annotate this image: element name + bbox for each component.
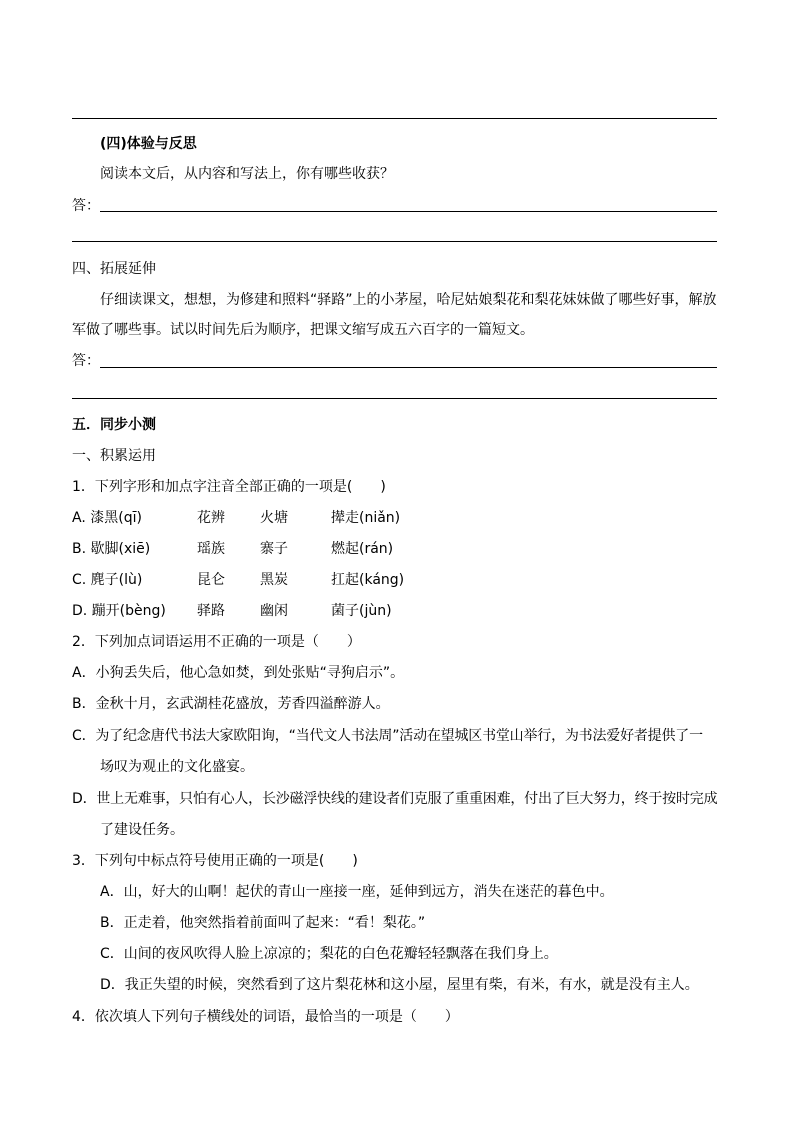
- option-c: C．山间的夜风吹得人脸上凉凉的；梨花的白色花瓣轻轻飘落在我们身上。: [100, 946, 558, 962]
- option-d-continued: 了建设任务。: [100, 822, 184, 838]
- answer-line: [72, 118, 717, 119]
- option-cell: 瑶族: [197, 541, 225, 557]
- answer-label: 答：: [72, 353, 100, 369]
- paragraph-line: 仔细读课文，想想，为修建和照料“驿路”上的小茅屋，哈尼姑娘梨花和梨花妹妹做了哪些好事，解放: [100, 292, 717, 308]
- answer-line[interactable]: [72, 398, 717, 399]
- question-text: 阅读本文后，从内容和写法上，你有哪些收获？: [100, 166, 394, 182]
- option-cell: 扛起(káng): [331, 572, 405, 588]
- answer-label: 答：: [72, 198, 100, 214]
- answer-line[interactable]: [72, 241, 717, 242]
- option-row: [0, 602, 794, 620]
- option-cell: 花辨: [197, 510, 225, 526]
- option-cell: 驿路: [197, 603, 225, 619]
- option-cell: 火塘: [260, 510, 288, 526]
- option-b: B．金秋十月，玄武湖桂花盛放，芳香四溢醉游人。: [72, 696, 390, 712]
- question-stem: 2．下列加点词语运用不正确的一项是（ ）: [72, 634, 361, 650]
- paragraph-line: 军做了哪些事。试以时间先后为顺序，把课文缩写成五六百字的一篇短文。: [72, 322, 534, 338]
- option-a: A．山，好大的山啊！起伏的青山一座接一座，延伸到远方，消失在迷茫的暮色中。: [100, 884, 614, 900]
- option-cell: 燃起(rán): [331, 541, 394, 557]
- option-c-continued: 场叹为观止的文化盛宴。: [100, 759, 254, 775]
- section-heading: 五．同步小测: [72, 417, 156, 433]
- option-cell: 菌子(jùn): [331, 603, 392, 619]
- option-d: D．我正失望的时候，突然看到了这片梨花林和这小屋，屋里有柴，有米，有水，就是没有主人。: [100, 977, 699, 993]
- option-cell: 撵走(niǎn): [331, 510, 401, 526]
- option-cell: A. 漆黑(qī): [72, 510, 142, 526]
- option-cell: 寨子: [260, 541, 288, 557]
- option-a: A．小狗丢失后，他心急如焚，到处张贴“寻狗启示”。: [72, 665, 405, 681]
- option-cell: B. 歇脚(xiē): [72, 541, 151, 557]
- part-heading: 一、积累运用: [72, 448, 156, 464]
- question-stem: 1．下列字形和加点字注音全部正确的一项是( ): [72, 479, 386, 495]
- option-b: B．正走着，他突然指着前面叫了起来：“看！梨花。”: [100, 915, 426, 931]
- option-c: C．为了纪念唐代书法大家欧阳询，“当代文人书法周”活动在望城区书堂山举行，为书法爱好者提供了一: [72, 728, 703, 744]
- option-d: D．世上无难事，只怕有心人，长沙磁浮快线的建设者们克服了重重困难，付出了巨大努力，终于按时完成: [72, 791, 718, 807]
- option-row: [0, 509, 794, 527]
- section-heading: 四、拓展延伸: [72, 261, 156, 277]
- question-stem: 4．依次填人下列句子横线处的词语，最恰当的一项是（ ）: [72, 1009, 459, 1025]
- option-cell: 幽闲: [260, 603, 288, 619]
- question-stem: 3．下列句中标点符号使用正确的一项是( ): [72, 853, 358, 869]
- option-cell: C. 麂子(lù): [72, 572, 143, 588]
- answer-line[interactable]: [100, 367, 717, 368]
- answer-line[interactable]: [100, 211, 717, 212]
- option-cell: D. 蹦开(bèng): [72, 603, 166, 619]
- option-row: [0, 540, 794, 558]
- subsection-heading: (四)体验与反思: [100, 136, 197, 152]
- option-row: [0, 571, 794, 589]
- option-cell: 黑炭: [260, 572, 288, 588]
- option-cell: 昆仑: [197, 572, 225, 588]
